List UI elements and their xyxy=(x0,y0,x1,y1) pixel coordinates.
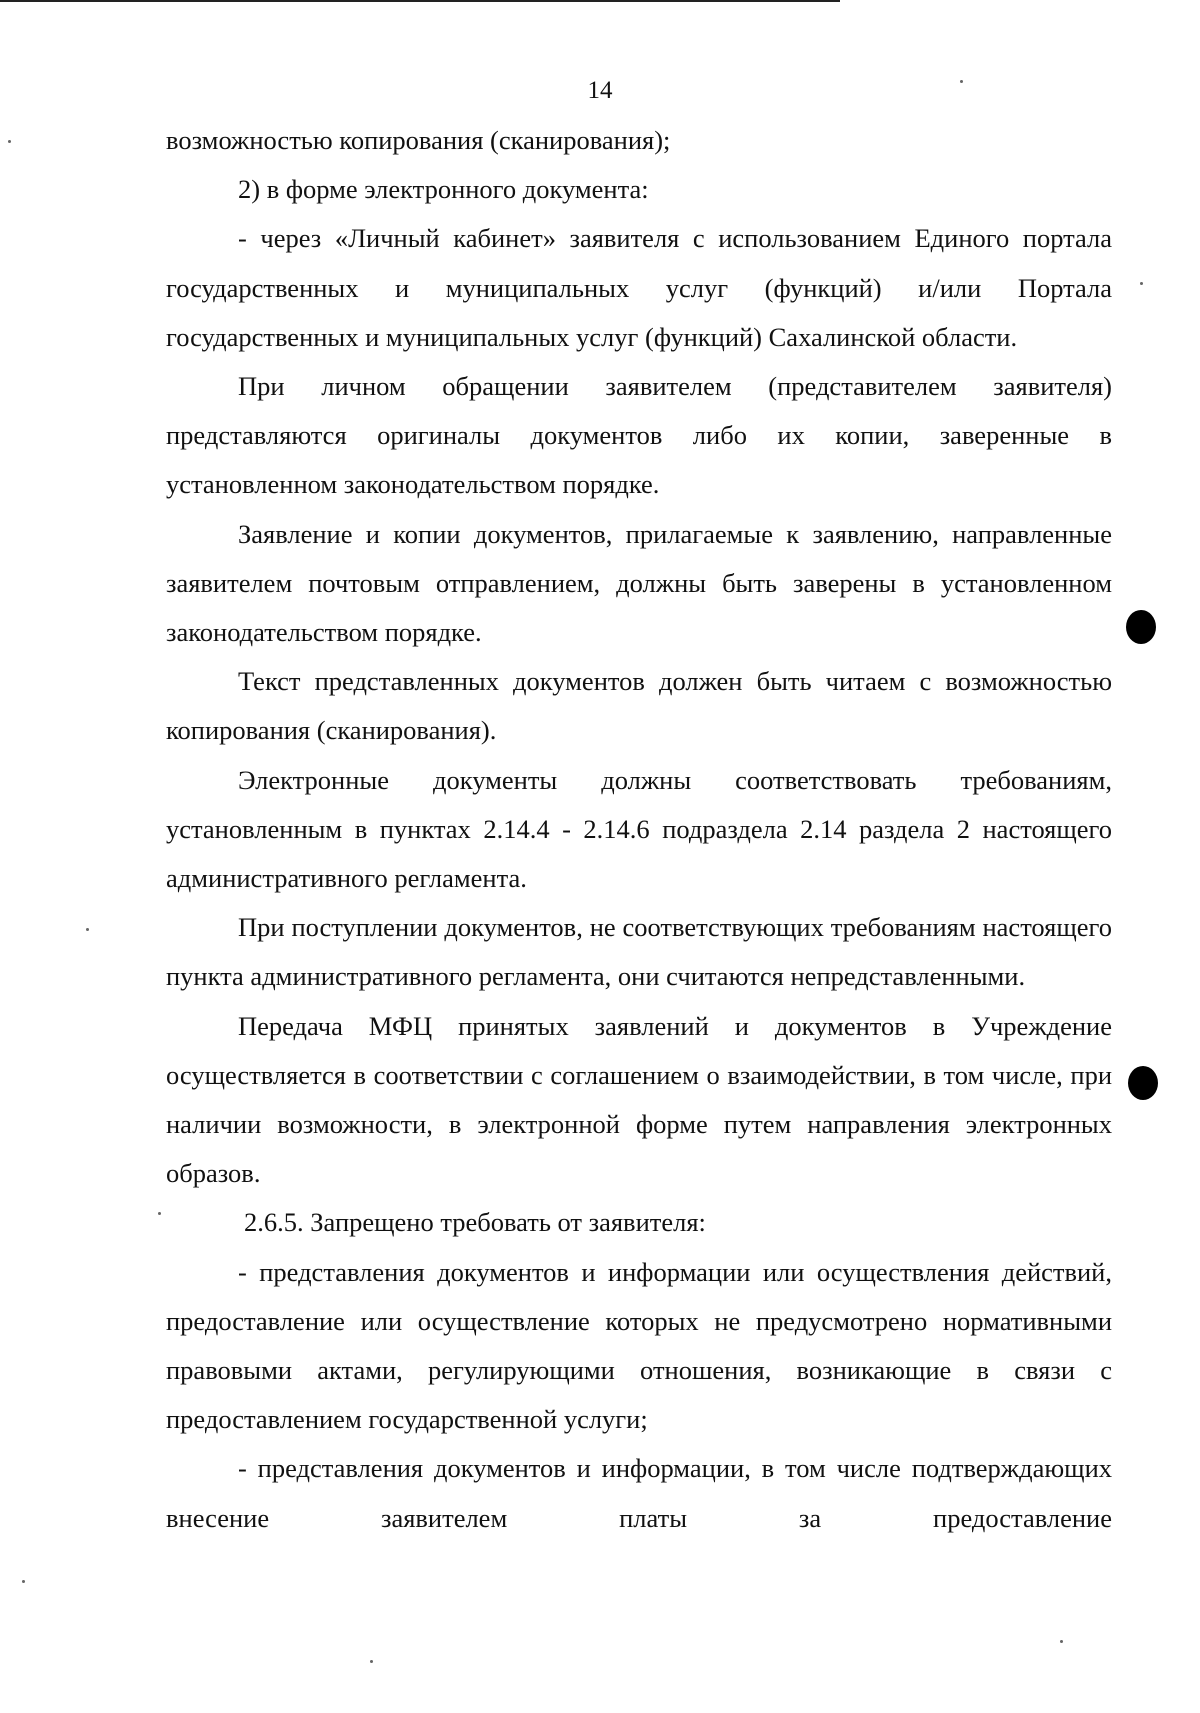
section-heading-2-6-5: 2.6.5. Запрещено требовать от заявителя: xyxy=(244,1207,706,1238)
scan-speck xyxy=(1060,1640,1063,1643)
paragraph-mfc-transfer: Передача МФЦ принятых заявлений и документов в Учреждение осуществляется в соответствии с соглашением о взаимодействии, в том числе, при наличии возможности, в электронной форме путем направления электронных образов. xyxy=(166,1010,1112,1189)
scan-speck xyxy=(960,80,963,83)
page-number: 14 xyxy=(587,77,613,104)
hole-punch-mark-lower xyxy=(1128,1066,1158,1100)
scan-speck xyxy=(86,928,89,931)
scan-speck xyxy=(8,140,11,143)
scan-speck xyxy=(22,1580,25,1583)
paragraph-non-compliant: При поступлении документов, не соответствующих требованиям настоящего пункта административного регламента, они считаются непредставленными. xyxy=(166,912,1112,992)
paragraph-personal-appeal: При личном обращении заявителем (представителем заявителя) представляются оригиналы документов либо их копии, заверенные в установленном законодательством порядке. xyxy=(166,371,1112,500)
document-body xyxy=(166,116,1112,1543)
paragraph-electronic-form: 2) в форме электронного документа: xyxy=(238,174,649,205)
hole-punch-mark-upper xyxy=(1126,610,1156,644)
paragraph-electronic-docs: Электронные документы должны соответствовать требованиям, установленным в пунктах 2.14.4 - 2.14.6 подраздела 2.14 раздела 2 настоящего административного регламента. xyxy=(166,764,1112,894)
paragraph-personal-cabinet: - через «Личный кабинет» заявителя с использованием Единого портала государственных и муниципальных услуг (функций) и/или Портала государственных и муниципальных услуг (функций) Сахалинской области. xyxy=(166,223,1112,352)
scan-speck xyxy=(370,1660,373,1663)
scan-speck xyxy=(1140,282,1143,285)
paragraph-prohibited-1: - представления документов и информации или осуществления действий, предоставление или осуществление которых не предусмотрено нормативными правовыми актами, регулирующими отношения, возникающие в связи с предоставлением государственной услуги; xyxy=(166,1256,1112,1435)
scan-speck xyxy=(158,1212,161,1215)
paragraph-readable: Текст представленных документов должен быть читаем с возможностью копирования (сканирования). xyxy=(166,666,1112,746)
paragraph-postal: Заявление и копии документов, прилагаемые к заявлению, направленные заявителем почтовым отправлением, должны быть заверены в установленном законодательством порядке. xyxy=(166,518,1112,648)
top-scan-border xyxy=(0,0,840,2)
paragraph-prohibited-2: - представления документов и информации, в том числе подтверждающих внесение заявителем платы за предоставление xyxy=(166,1453,1112,1533)
paragraph-copy-scan: возможностью копирования (сканирования); xyxy=(166,125,671,155)
